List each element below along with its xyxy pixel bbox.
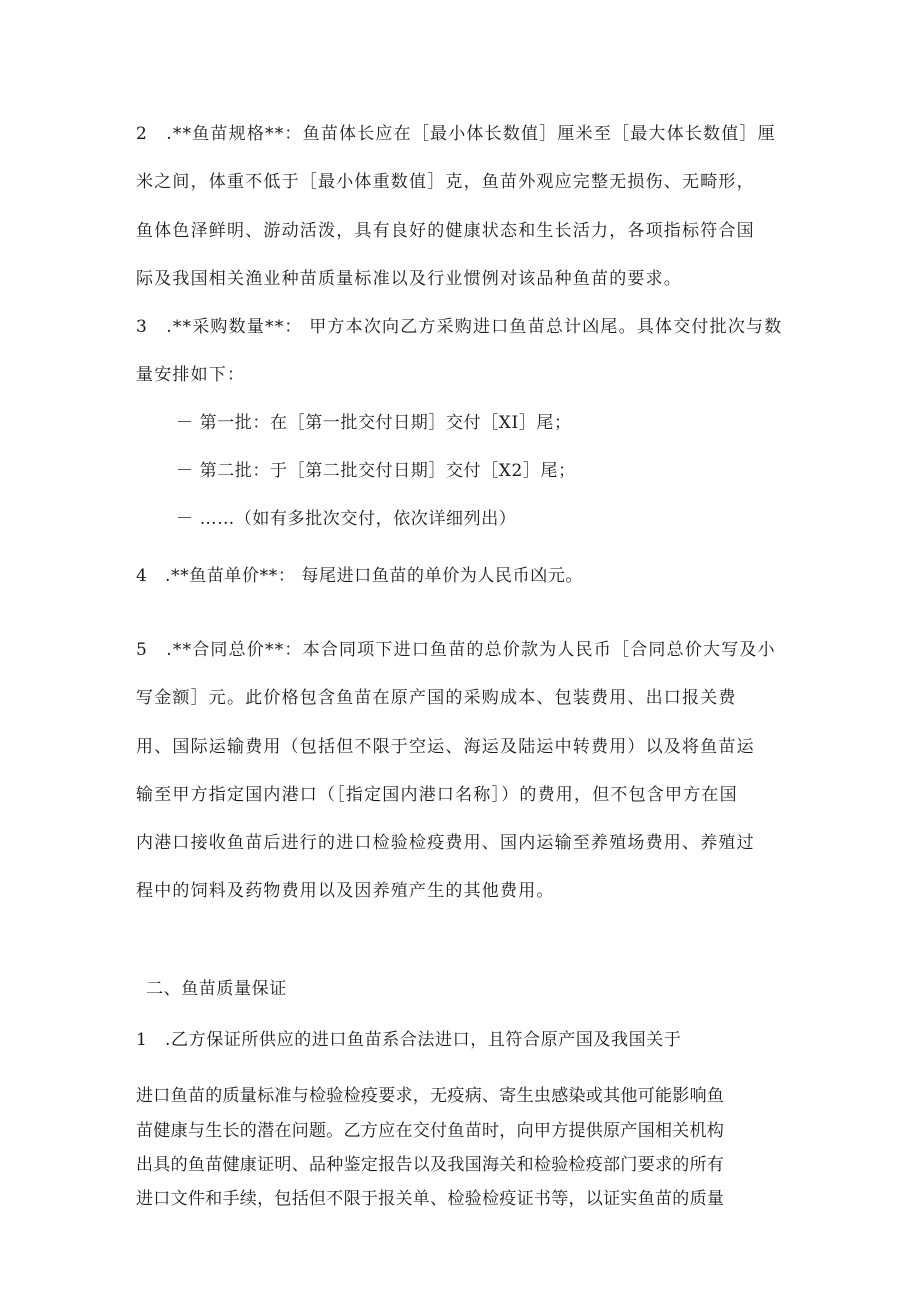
text-line: 2 .**鱼苗规格**：鱼苗体长应在［最小体长数值］厘米至［最大体长数值］厘: [136, 124, 776, 144]
text-line: 鱼体色泽鲜明、游动活泼，具有良好的健康状态和生长活力，各项指标符合国: [136, 221, 755, 241]
text-line: 3 .**采购数量**： 甲方本次向乙方采购进口鱼苗总计凶尾。具体交付批次与数: [136, 317, 783, 337]
list-item: － 第二批：于［第二批交付日期］交付［X2］尾；: [176, 461, 576, 481]
text-line: 米之间，体重不低于［最小体重数值］克，鱼苗外观应完整无损伤、无畸形，: [136, 172, 755, 192]
text-line: 进口鱼苗的质量标准与检验检疫要求，无疫病、寄生虫感染或其他可能影响鱼: [136, 1086, 725, 1106]
text-line: 出具的鱼苗健康证明、品种鉴定报告以及我国海关和检验检疫部门要求的所有: [136, 1155, 725, 1175]
text-line: 苗健康与生长的潜在问题。乙方应在交付鱼苗时，向甲方提供原产国相关机构: [136, 1121, 725, 1141]
text-line: 进口文件和手续，包括但不限于报关单、检验检疫证书等，以证实鱼苗的质量: [136, 1189, 725, 1209]
text-line: 用、国际运输费用（包括但不限于空运、海运及陆运中转费用）以及将鱼苗运: [136, 737, 755, 757]
text-line: 际及我国相关渔业种苗质量标准以及行业惯例对该品种鱼苗的要求。: [136, 269, 682, 289]
list-item: － ……（如有多批次交付，依次详细列出）: [176, 509, 517, 529]
text-line: 量安排如下：: [136, 365, 246, 385]
text-line: 4 .**鱼苗单价**： 每尾进口鱼苗的单价为人民币凶元。: [136, 566, 584, 586]
text-line: 写金额］元。此价格包含鱼苗在原产国的采购成本、包装费用、出口报关费: [136, 688, 737, 708]
text-line: 5 .**合同总价**：本合同项下进口鱼苗的总价款为人民币［合同总价大写及小: [136, 640, 776, 660]
section-heading: 二、鱼苗质量保证: [146, 979, 287, 999]
text-line: 1 .乙方保证所供应的进口鱼苗系合法进口，且符合原产国及我国关于: [136, 1030, 682, 1050]
text-line: 程中的饲料及药物费用以及因养殖产生的其他费用。: [136, 881, 555, 901]
text-line: 内港口接收鱼苗后进行的进口检验检疫费用、国内运输至养殖场费用、养殖过: [136, 833, 755, 853]
text-line: 输至甲方指定国内港口（［指定国内港口名称］）的费用，但不包含甲方在国: [136, 785, 738, 805]
list-item: － 第一批：在［第一批交付日期］交付［XI］尾；: [176, 413, 572, 433]
